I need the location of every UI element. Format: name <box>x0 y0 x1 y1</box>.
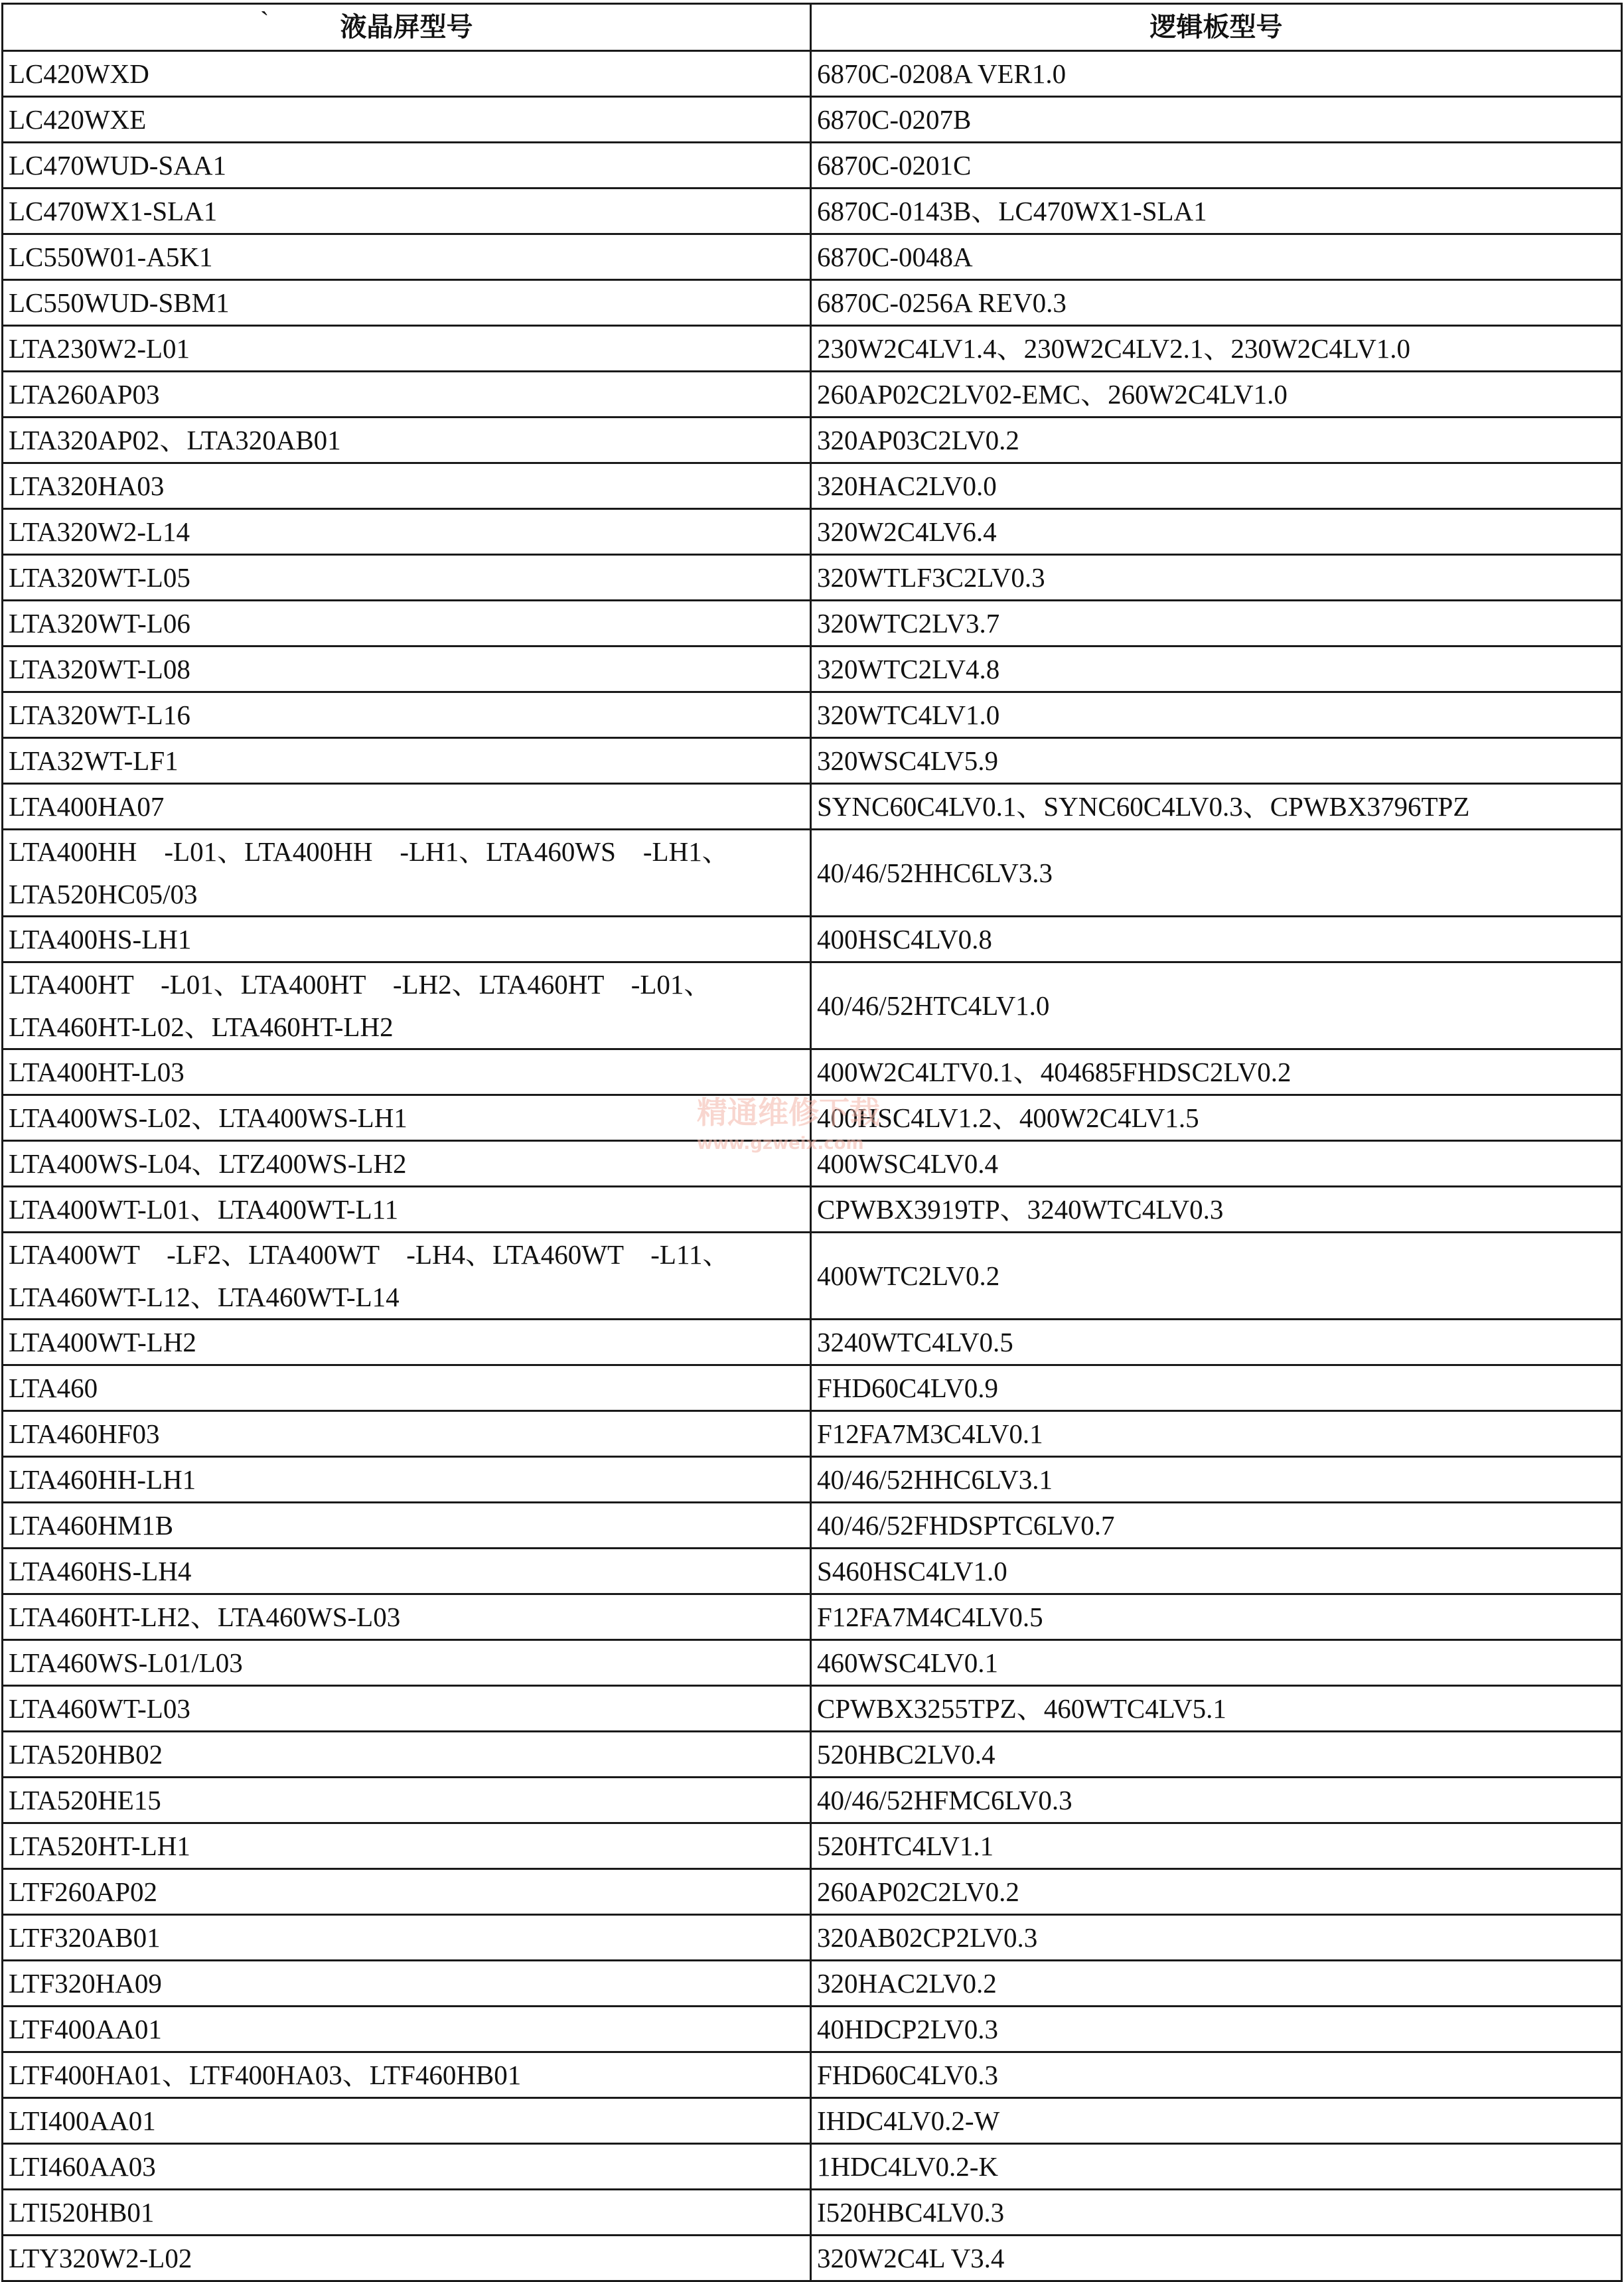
table-row <box>3 463 1622 509</box>
table-row <box>3 189 1622 234</box>
logic-board-model-cell: 320WSC4LV5.9 <box>811 738 1622 784</box>
panel-model-cell: LTA400WT-LH2 <box>3 1320 811 1365</box>
table-row <box>3 601 1622 647</box>
logic-board-model-cell: SYNC60C4LV0.1、SYNC60C4LV0.3、CPWBX3796TPZ <box>811 784 1622 830</box>
panel-model-cell: LTF320AB01 <box>3 1915 811 1961</box>
watermark-url: www.gzweix.com <box>697 1134 864 1154</box>
header-mark: ` <box>260 6 269 36</box>
logic-board-model-cell: 6870C-0207B <box>811 97 1622 143</box>
panel-model-cell: LC550W01-A5K1 <box>3 234 811 280</box>
logic-board-model-cell: 320W2C4LV6.4 <box>811 509 1622 555</box>
panel-model-cell: LC550WUD-SBM1 <box>3 280 811 326</box>
table-row <box>3 2052 1622 2098</box>
logic-board-model-cell: FHD60C4LV0.9 <box>811 1365 1622 1411</box>
table-row <box>3 1686 1622 1732</box>
panel-model-cell: LC470WUD-SAA1 <box>3 143 811 189</box>
logic-board-model-cell: CPWBX3919TP、3240WTC4LV0.3 <box>811 1187 1622 1233</box>
logic-board-model-cell: 460WSC4LV0.1 <box>811 1640 1622 1686</box>
panel-model-cell: LTA320WT-L06 <box>3 601 811 647</box>
table-row <box>3 1457 1622 1503</box>
table-row <box>3 1320 1622 1365</box>
panel-model-cell: LTF320HA09 <box>3 1961 811 2007</box>
panel-model-cell: LTA460 <box>3 1365 811 1411</box>
logic-board-model-cell: 320HAC2LV0.0 <box>811 463 1622 509</box>
logic-board-model-cell: F12FA7M3C4LV0.1 <box>811 1411 1622 1457</box>
panel-model-cell: LTA460WS-L01/L03 <box>3 1640 811 1686</box>
panel-model-cell: LTA400HA07 <box>3 784 811 830</box>
table-row <box>3 326 1622 372</box>
table-row <box>3 2144 1622 2190</box>
panel-model-cell: LTA400WS-L04、LTZ400WS-LH2 <box>3 1141 811 1187</box>
table-row <box>3 418 1622 463</box>
table-row <box>3 962 1622 1049</box>
table-row <box>3 647 1622 692</box>
panel-model-cell: LC420WXE <box>3 97 811 143</box>
panel-model-cell: LTA320AP02、LTA320AB01 <box>3 418 811 463</box>
table-row <box>3 1049 1622 1095</box>
table-row <box>3 97 1622 143</box>
table-row <box>3 1732 1622 1778</box>
panel-model-cell: LTA460HS-LH4 <box>3 1549 811 1594</box>
logic-board-model-cell: 400HSC4LV1.2、400W2C4LV1.5 <box>811 1095 1622 1141</box>
panel-model-cell: LTA520HE15 <box>3 1778 811 1823</box>
table-body <box>3 51 1622 2281</box>
table-row <box>3 1365 1622 1411</box>
panel-model-cell: LTA460WT-L03 <box>3 1686 811 1732</box>
logic-board-model-cell: 6870C-0208A VER1.0 <box>811 51 1622 97</box>
panel-model-cell: LTA320WT-L16 <box>3 692 811 738</box>
panel-model-cell: LTI400AA01 <box>3 2098 811 2144</box>
panel-model-cell: LTA400HT-L03 <box>3 1049 811 1095</box>
logic-board-model-cell: 6870C-0143B、LC470WX1-SLA1 <box>811 189 1622 234</box>
table-row <box>3 692 1622 738</box>
table-row <box>3 1778 1622 1823</box>
table-row <box>3 784 1622 830</box>
table-row <box>3 1594 1622 1640</box>
table-row <box>3 2190 1622 2236</box>
panel-model-cell: LTA400WT -LF2、LTA400WT -LH4、LTA460WT -L11、LTA460WT-L12、LTA460WT-L14 <box>3 1233 811 1320</box>
panel-model-cell: LTA400WS-L02、LTA400WS-LH1 <box>3 1095 811 1141</box>
table-row <box>3 234 1622 280</box>
logic-board-model-cell: 1HDC4LV0.2-K <box>811 2144 1622 2190</box>
logic-board-model-cell: F12FA7M4C4LV0.5 <box>811 1594 1622 1640</box>
logic-board-model-cell: 400HSC4LV0.8 <box>811 917 1622 962</box>
logic-board-model-cell: 320WTC4LV1.0 <box>811 692 1622 738</box>
panel-model-cell: LTA460HT-LH2、LTA460WS-L03 <box>3 1594 811 1640</box>
panel-model-cell: LTF260AP02 <box>3 1869 811 1915</box>
logic-board-model-cell: 40HDCP2LV0.3 <box>811 2007 1622 2052</box>
logic-board-model-cell: 40/46/52HHC6LV3.3 <box>811 830 1622 917</box>
table-row <box>3 738 1622 784</box>
table-row <box>3 2236 1622 2281</box>
table-row <box>3 555 1622 601</box>
logic-board-model-header: 逻辑板型号 <box>811 4 1622 51</box>
logic-board-model-cell: 3240WTC4LV0.5 <box>811 1320 1622 1365</box>
table-row <box>3 1503 1622 1549</box>
panel-model-cell: LTA400WT-L01、LTA400WT-L11 <box>3 1187 811 1233</box>
panel-model-cell: LTA230W2-L01 <box>3 326 811 372</box>
panel-model-cell: LTA400HT -L01、LTA400HT -LH2、LTA460HT -L01、LTA460HT-L02、LTA460HT-LH2 <box>3 962 811 1049</box>
table-row <box>3 1411 1622 1457</box>
logic-board-model-cell: 260AP02C2LV02-EMC、260W2C4LV1.0 <box>811 372 1622 418</box>
header-row <box>3 4 1622 51</box>
table-row <box>3 51 1622 97</box>
panel-model-cell: LTI460AA03 <box>3 2144 811 2190</box>
panel-model-cell: LTA520HB02 <box>3 1732 811 1778</box>
logic-board-model-cell: 230W2C4LV1.4、230W2C4LV2.1、230W2C4LV1.0 <box>811 326 1622 372</box>
watermark-text: 精通维修下载 <box>697 1095 880 1130</box>
table-row <box>3 1095 1622 1141</box>
logic-board-model-cell: 320WTLF3C2LV0.3 <box>811 555 1622 601</box>
logic-board-model-cell: 6870C-0201C <box>811 143 1622 189</box>
logic-board-model-cell: 520HTC4LV1.1 <box>811 1823 1622 1869</box>
table-row <box>3 1549 1622 1594</box>
logic-board-model-cell: CPWBX3255TPZ、460WTC4LV5.1 <box>811 1686 1622 1732</box>
panel-model-cell: LTF400AA01 <box>3 2007 811 2052</box>
table-row <box>3 1823 1622 1869</box>
panel-model-cell: LTF400HA01、LTF400HA03、LTF460HB01 <box>3 2052 811 2098</box>
lcd-logic-board-table <box>1 3 1623 2282</box>
table-row <box>3 1961 1622 2007</box>
logic-board-model-cell: 320AB02CP2LV0.3 <box>811 1915 1622 1961</box>
panel-model-cell: LTA520HT-LH1 <box>3 1823 811 1869</box>
logic-board-model-cell: 520HBC2LV0.4 <box>811 1732 1622 1778</box>
panel-model-cell: LTA320WT-L08 <box>3 647 811 692</box>
logic-board-model-cell: IHDC4LV0.2-W <box>811 2098 1622 2144</box>
logic-board-model-cell: 40/46/52HHC6LV3.1 <box>811 1457 1622 1503</box>
panel-model-cell: LC420WXD <box>3 51 811 97</box>
panel-model-cell: LC470WX1-SLA1 <box>3 189 811 234</box>
table-row <box>3 1915 1622 1961</box>
logic-board-model-cell: 40/46/52HFMC6LV0.3 <box>811 1778 1622 1823</box>
table-row <box>3 143 1622 189</box>
panel-model-cell: LTA400HH -L01、LTA400HH -LH1、LTA460WS -LH1、LTA520HC05/03 <box>3 830 811 917</box>
panel-model-cell: LTA260AP03 <box>3 372 811 418</box>
table-row <box>3 1187 1622 1233</box>
panel-model-cell: LTA400HS-LH1 <box>3 917 811 962</box>
panel-model-cell: LTI520HB01 <box>3 2190 811 2236</box>
panel-model-header: 液晶屏型号 <box>3 4 811 51</box>
panel-model-cell: LTA320WT-L05 <box>3 555 811 601</box>
logic-board-model-cell: FHD60C4LV0.3 <box>811 2052 1622 2098</box>
logic-board-model-cell: 6870C-0048A <box>811 234 1622 280</box>
logic-board-model-cell: 320WTC2LV4.8 <box>811 647 1622 692</box>
table-row <box>3 2007 1622 2052</box>
table-row <box>3 280 1622 326</box>
logic-board-model-cell: 400W2C4LTV0.1、404685FHDSC2LV0.2 <box>811 1049 1622 1095</box>
logic-board-model-cell: 6870C-0256A REV0.3 <box>811 280 1622 326</box>
panel-model-cell: LTA460HM1B <box>3 1503 811 1549</box>
panel-model-cell: LTA32WT-LF1 <box>3 738 811 784</box>
table-row <box>3 1640 1622 1686</box>
logic-board-model-cell: 320HAC2LV0.2 <box>811 1961 1622 2007</box>
panel-model-cell: LTY320W2-L02 <box>3 2236 811 2281</box>
table-row <box>3 1869 1622 1915</box>
logic-board-model-cell: 400WTC2LV0.2 <box>811 1233 1622 1320</box>
table-row <box>3 917 1622 962</box>
logic-board-model-cell: 400WSC4LV0.4 <box>811 1141 1622 1187</box>
table-row <box>3 372 1622 418</box>
panel-model-cell: LTA320W2-L14 <box>3 509 811 555</box>
logic-board-model-cell: S460HSC4LV1.0 <box>811 1549 1622 1594</box>
logic-board-model-cell: I520HBC4LV0.3 <box>811 2190 1622 2236</box>
logic-board-model-cell: 260AP02C2LV0.2 <box>811 1869 1622 1915</box>
logic-board-model-cell: 40/46/52HTC4LV1.0 <box>811 962 1622 1049</box>
logic-board-model-cell: 320WTC2LV3.7 <box>811 601 1622 647</box>
panel-model-cell: LTA460HH-LH1 <box>3 1457 811 1503</box>
panel-model-cell: LTA320HA03 <box>3 463 811 509</box>
table-row <box>3 1233 1622 1320</box>
table-row <box>3 830 1622 917</box>
table-row <box>3 509 1622 555</box>
logic-board-model-cell: 320AP03C2LV0.2 <box>811 418 1622 463</box>
panel-model-cell: LTA460HF03 <box>3 1411 811 1457</box>
logic-board-model-cell: 40/46/52FHDSPTC6LV0.7 <box>811 1503 1622 1549</box>
table-row <box>3 2098 1622 2144</box>
table-row <box>3 1141 1622 1187</box>
logic-board-model-cell: 320W2C4L V3.4 <box>811 2236 1622 2281</box>
